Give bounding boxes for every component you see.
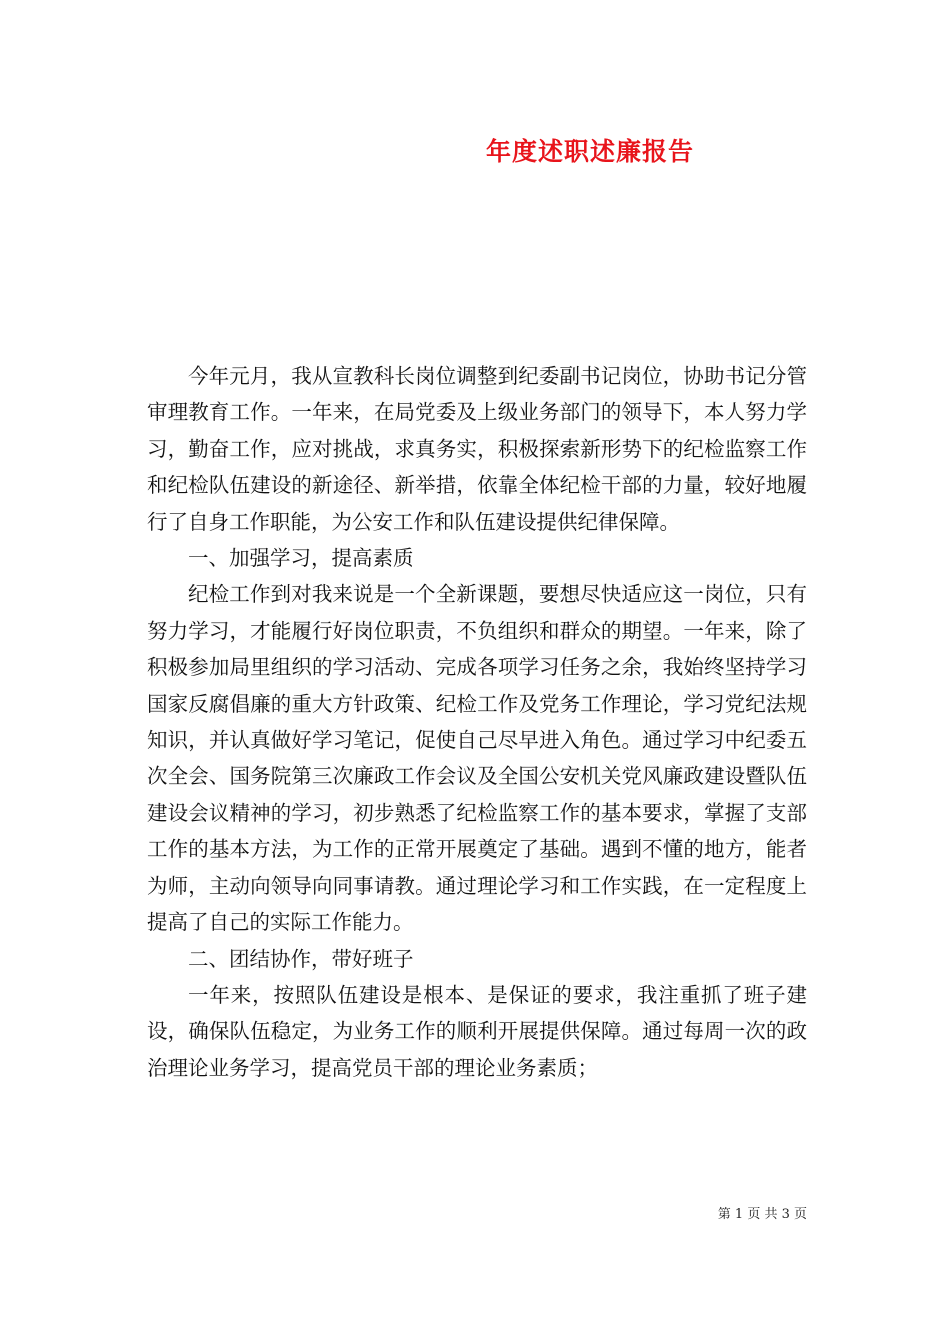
section-heading-1: 一、加强学习，提高素质 (188, 546, 414, 571)
section-heading-2: 二、团结协作，带好班子 (188, 946, 414, 971)
document-title: 年度述职述廉报告 (485, 137, 694, 166)
document-body (147, 358, 807, 1086)
section-1-paragraph: 纪检工作到对我来说是一个全新课题，要想尽快适应这一岗位，只有努力学习，才能履行好岗位职责，不负组织和群众的期望。一年来，除了积极参加局里组织的学习活动、完成各项学习任务之余，我始终坚持学习国家反腐倡廉的重大方针政策、纪检工作及党务工作理论，学习党纪法规知识，并认真做好学习笔记，促使自己尽早进入角色。通过学习中纪委五次全会、国务院第三次廉政工作会议及全国公安机关党风廉政建设暨队伍建设会议精神的学习，初步熟悉了纪检监察工作的基本要求，掌握了支部工作的基本方法，为工作的正常开展奠定了基础。遇到不懂的地方，能者为师，主动向领导向同事请教。通过理论学习和工作实践，在一定程度上提高了自己的实际工作能力。 (147, 582, 807, 935)
page-number: 第 1 页 共 3 页 (717, 1207, 807, 1222)
intro-paragraph: 今年元月，我从宣教科长岗位调整到纪委副书记岗位，协助书记分管审理教育工作。一年来，在局党委及上级业务部门的领导下，本人努力学习，勤奋工作，应对挑战，求真务实，积极探索新形势下的纪检监察工作和纪检队伍建设的新途径、新举措，依靠全体纪检干部的力量，较好地履行了自身工作职能，为公安工作和队伍建设提供纪律保障。 (147, 364, 807, 534)
section-2-paragraph: 一年来，按照队伍建设是根本、是保证的要求，我注重抓了班子建设，确保队伍稳定，为业务工作的顺利开展提供保障。通过每周一次的政治理论业务学习，提高党员干部的理论业务素质； (147, 982, 807, 1080)
